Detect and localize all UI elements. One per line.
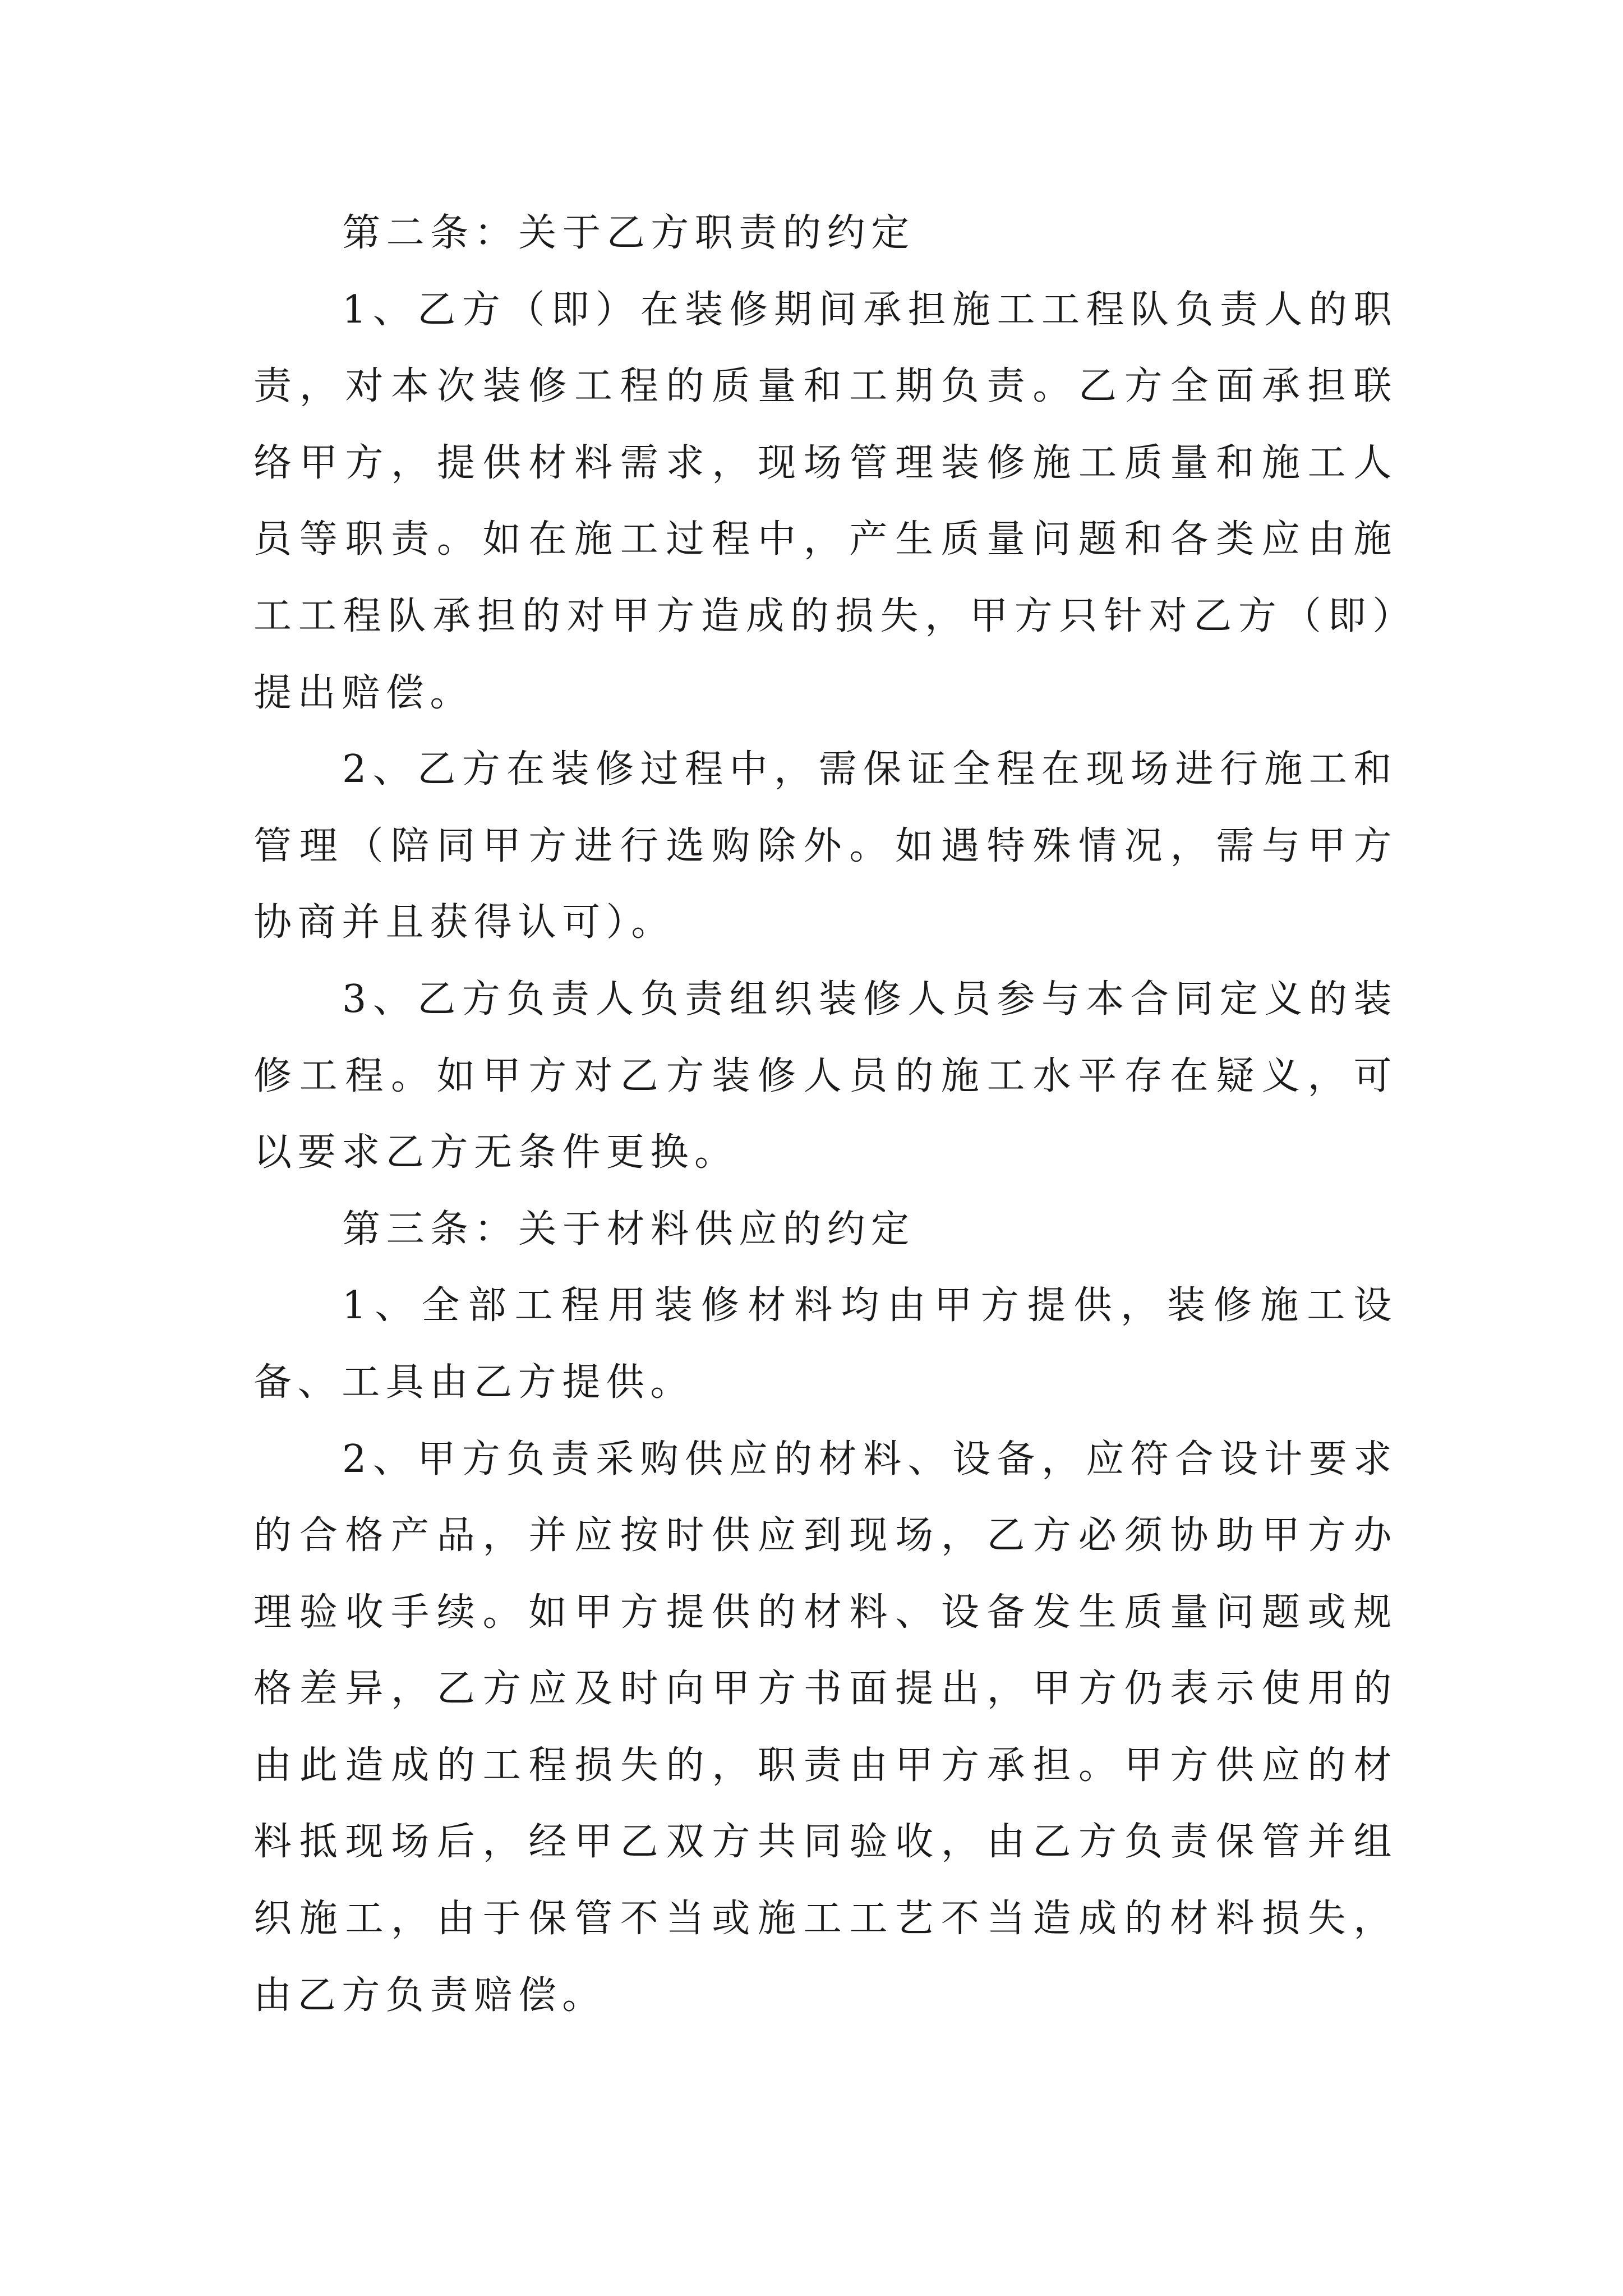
- article-heading: 第三条：关于材料供应的约定: [342, 1207, 915, 1251]
- paragraph: 1、全部工程用装修材料均由甲方提供，装修施工设备、工具由乙方提供。: [253, 1283, 1398, 1405]
- paragraph: 2、甲方负责采购供应的材料、设备，应符合设计要求的合格产品，并应按时供应到现场，乙方必须协助甲方办理验收手续。如甲方提供的材料、设备发生质量问题或规格差异，乙方应及时向甲方书面提出，甲方仍表示使用的由此造成的工程损失的，职责由甲方承担。甲方供应的材料抵现场后，经甲乙双方共同验收，由乙方负责保管并组织施工，由于保管不当或施工工艺不当造成的材料损失，由乙方负责赔偿。: [253, 1437, 1398, 2018]
- document-body: [253, 195, 1398, 2034]
- article-heading: 第二条：关于乙方职责的约定: [342, 211, 915, 255]
- paragraph: 1、乙方（即）在装修期间承担施工工程队负责人的职责，对本次装修工程的质量和工期负责。乙方全面承担联络甲方，提供材料需求，现场管理装修施工质量和施工人员等职责。如在施工过程中，产生质量问题和各类应由施工工程队承担的对甲方造成的损失，甲方只针对乙方（即）提出赔偿。: [253, 287, 1398, 715]
- paragraph: 3、乙方负责人负责组织装修人员参与本合同定义的装修工程。如甲方对乙方装修人员的施工水平存在疑义，可以要求乙方无条件更换。: [253, 977, 1398, 1175]
- paragraph: 2、乙方在装修过程中，需保证全程在现场进行施工和管理（陪同甲方进行选购除外。如遇特殊情况，需与甲方协商并且获得认可）。: [253, 747, 1398, 945]
